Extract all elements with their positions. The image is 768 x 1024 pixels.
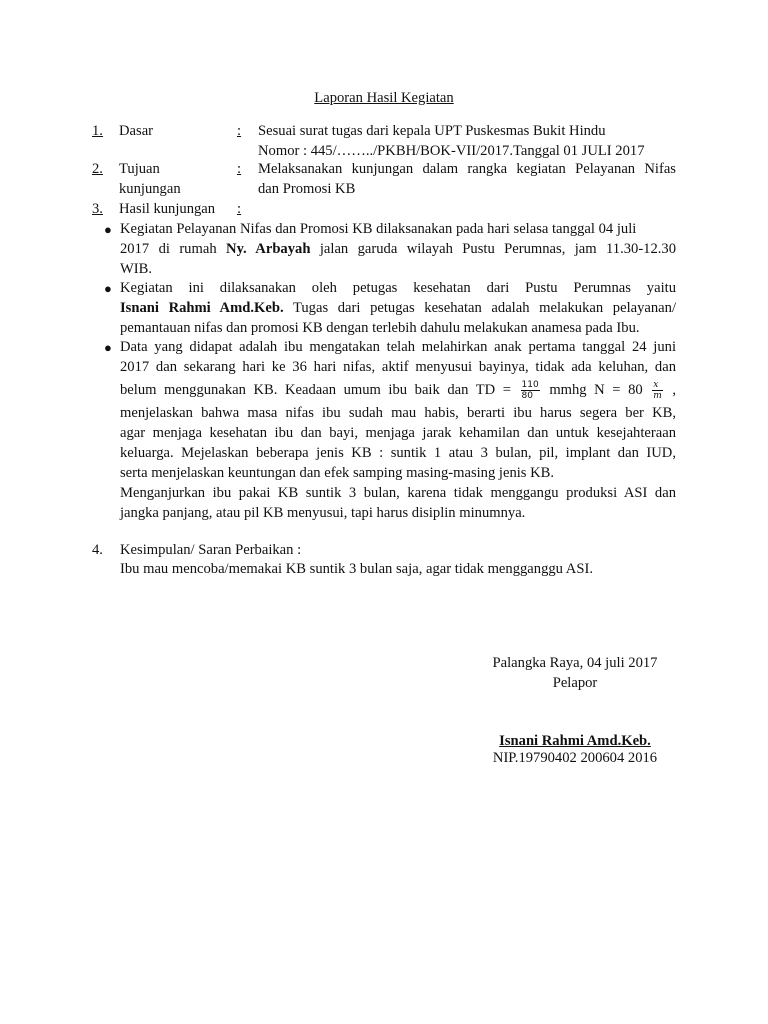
b3-line-7: serta menjelaskan keuntungan dan efek samping masing-masing jenis KB. (120, 465, 555, 481)
bullet-paragraph-2 (120, 278, 676, 338)
bullet-icon: ● (104, 340, 112, 355)
colon-hasil: : (237, 201, 242, 217)
bullet-icon: ● (104, 281, 112, 296)
kesimpulan-heading: Kesimpulan/ Saran Perbaikan : (120, 542, 302, 558)
label-tujuan: Tujuan (119, 161, 160, 177)
dasar-line-1: Sesuai surat tugas dari kepala UPT Puskesmas Bukit Hindu (258, 123, 606, 139)
bullet-icon: ● (104, 222, 112, 237)
dasar-line-2: Nomor : 445/……../PKBH/BOK-VII/2017.Tanggal 01 JULI 2017 (258, 143, 645, 159)
kesimpulan-text: Ibu mau mencoba/memakai KB suntik 3 bulan saja, agar tidak mengganggu ASI. (120, 561, 593, 577)
n-fraction: $\frac{x}{m}$ (653, 380, 662, 402)
document-title: Laporan Hasil Kegiatan (314, 90, 454, 106)
b1-line-3: WIB. (120, 261, 153, 277)
colon-tujuan: : (237, 161, 242, 177)
b2-line-2: Isnani Rahmi Amd.Keb. Tugas dari petugas kesehatan adalah melakukan pelayanan/ (120, 300, 676, 316)
item-number-1: 1. (92, 123, 103, 139)
tujuan-line-1: Melaksanakan kunjungan dalam rangka kegiatan Pelayanan Nifas (258, 161, 676, 177)
b3-line-2: 2017 dan sekarang hari ke 36 hari nifas, aktif menyusui bayinya, tidak ada keluhan, dan (120, 359, 676, 375)
b3-line-3: belum menggunakan KB. Keadaan umum ibu baik dan TD = $\frac{110}{80}$ mmhg N = 80 $\frac{x}{m}$ , (120, 380, 677, 402)
colon-dasar: : (237, 123, 242, 139)
b3-line-9: jangka panjang, atau pil KB menyusui, tapi harus disiplin minumnya. (120, 505, 526, 521)
b3-line-4: menjelaskan bahwa masa nifas ibu sudah mau habis, berarti ibu harus segera ber KB, (120, 405, 676, 421)
label-dasar: Dasar (119, 123, 154, 139)
item-number-3: 3. (92, 201, 103, 217)
b3-line-1: Data yang didapat adalah ibu mengatakan telah melahirkan anak pertama tanggal 24 juni (120, 339, 676, 355)
signature-place-date: Palangka Raya, 04 juli 2017 (492, 655, 658, 671)
b1-line-1: Kegiatan Pelayanan Nifas dan Promosi KB dilaksanakan pada hari selasa tanggal 04 juli (120, 221, 637, 237)
td-fraction: $\frac{110}{80}$ (521, 380, 539, 402)
b2-line-3: pemantauan nifas dan promosi KB dengan terlebih dahulu melakukan anamesa pada Ibu. (120, 320, 640, 336)
signature-role: Pelapor (552, 675, 598, 691)
item-number-4: 4. (92, 542, 103, 558)
b1-name-bold: Ny. Arbayah (226, 241, 311, 257)
label-hasil-kunjungan: Hasil kunjungan (119, 201, 216, 217)
b3-line-8: Menganjurkan ibu pakai KB suntik 3 bulan, karena tidak menggangu produksi ASI dan (120, 485, 676, 501)
bullet-paragraph-1 (120, 219, 676, 279)
b2-line-1: Kegiatan ini dilaksanakan oleh petugas kesehatan dari Pustu Perumnas yaitu (120, 280, 676, 296)
signature-name: Isnani Rahmi Amd.Keb. (499, 733, 651, 749)
b3-line-5: agar menjaga kesehatan ibu dan bayi, menjaga jarak kehamilan dan untuk kesejahteraan (120, 425, 676, 441)
b2-name-bold: Isnani Rahmi Amd.Keb. (120, 300, 284, 316)
b1-line-2: 2017 di rumah Ny. Arbayah jalan garuda wilayah Pustu Perumnas, jam 11.30-12.30 (120, 241, 677, 257)
item-number-2: 2. (92, 161, 103, 177)
tujuan-line-2: dan Promosi KB (258, 181, 356, 197)
bullet-paragraph-3 (120, 337, 676, 523)
b3-line-6: keluarga. Mejelaskan beberapa jenis KB : suntik 1 atau 3 bulan, pil, implant dan IUD, (120, 445, 676, 461)
signature-nip: NIP.19790402 200604 2016 (492, 750, 658, 766)
label-kunjungan: kunjungan (119, 181, 181, 197)
